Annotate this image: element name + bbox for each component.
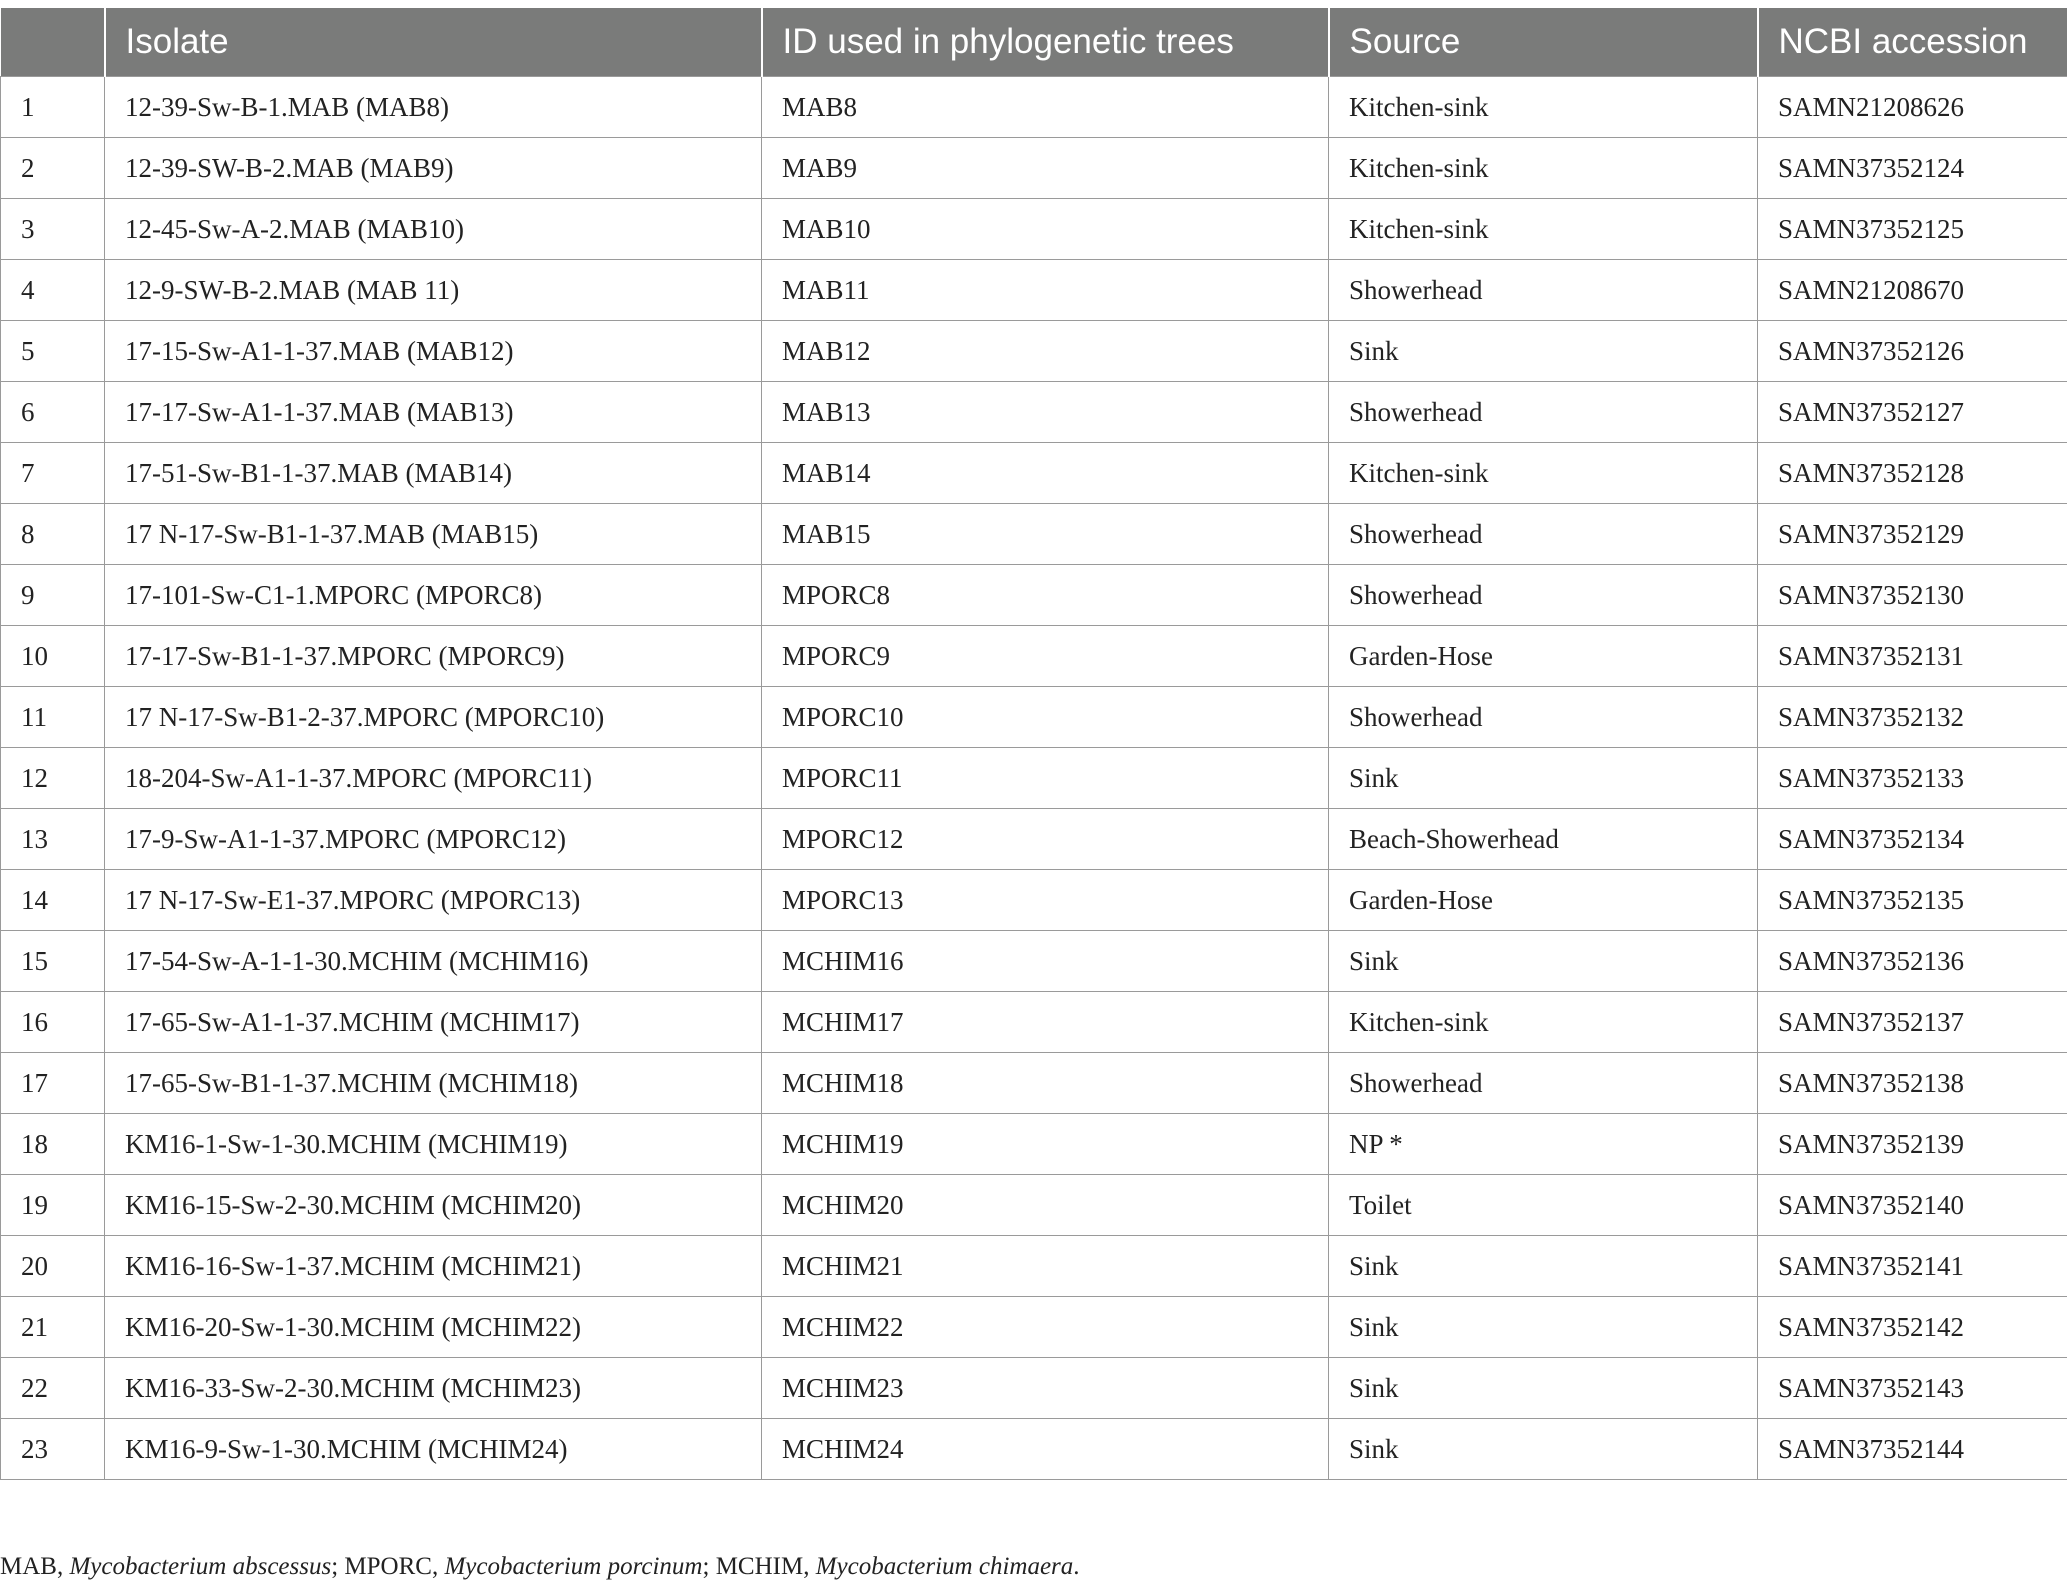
header-ncbi-accession: NCBI accession (1758, 8, 2067, 77)
isolate-cell: 12-45-Sw-A-2.MAB (MAB10) (105, 199, 762, 260)
source-cell: Kitchen-sink (1329, 199, 1758, 260)
source-cell: Showerhead (1329, 504, 1758, 565)
ncbi-accession-cell: SAMN37352133 (1758, 748, 2067, 809)
isolate-cell: 17-51-Sw-B1-1-37.MAB (MAB14) (105, 443, 762, 504)
ncbi-accession-cell: SAMN37352143 (1758, 1358, 2067, 1419)
table-row (1, 687, 2067, 748)
source-cell: Sink (1329, 1297, 1758, 1358)
footnote-text: ; MCHIM, (702, 1553, 816, 1580)
tree-id-cell: MAB10 (762, 199, 1329, 260)
isolate-cell: 17-15-Sw-A1-1-37.MAB (MAB12) (105, 321, 762, 382)
source-cell: Sink (1329, 1358, 1758, 1419)
table-row (1, 565, 2067, 626)
footnote-text: ; MPORC, (331, 1553, 445, 1580)
tree-id-cell: MCHIM21 (762, 1236, 1329, 1297)
tree-id-cell: MCHIM19 (762, 1114, 1329, 1175)
isolate-cell: KM16-9-Sw-1-30.MCHIM (MCHIM24) (105, 1419, 762, 1480)
source-cell: Showerhead (1329, 1053, 1758, 1114)
source-cell: Beach-Showerhead (1329, 809, 1758, 870)
ncbi-accession-cell: SAMN37352134 (1758, 809, 2067, 870)
isolate-cell: 17-9-Sw-A1-1-37.MPORC (MPORC12) (105, 809, 762, 870)
tree-id-cell: MCHIM16 (762, 931, 1329, 992)
header-row (1, 8, 2067, 77)
ncbi-accession-cell: SAMN37352140 (1758, 1175, 2067, 1236)
tree-id-cell: MCHIM24 (762, 1419, 1329, 1480)
ncbi-accession-cell: SAMN37352124 (1758, 138, 2067, 199)
table-row (1, 382, 2067, 443)
isolate-cell: KM16-1-Sw-1-30.MCHIM (MCHIM19) (105, 1114, 762, 1175)
ncbi-accession-cell: SAMN37352139 (1758, 1114, 2067, 1175)
ncbi-accession-cell: SAMN37352138 (1758, 1053, 2067, 1114)
isolate-cell: 17-17-Sw-B1-1-37.MPORC (MPORC9) (105, 626, 762, 687)
row-number-cell: 13 (1, 809, 105, 870)
table-row (1, 1114, 2067, 1175)
row-number-cell: 23 (1, 1419, 105, 1480)
isolate-cell: 17-65-Sw-B1-1-37.MCHIM (MCHIM18) (105, 1053, 762, 1114)
tree-id-cell: MAB15 (762, 504, 1329, 565)
source-cell: Showerhead (1329, 260, 1758, 321)
ncbi-accession-cell: SAMN37352142 (1758, 1297, 2067, 1358)
tree-id-cell: MPORC12 (762, 809, 1329, 870)
table-row (1, 321, 2067, 382)
source-cell: Sink (1329, 931, 1758, 992)
row-number-cell: 3 (1, 199, 105, 260)
tree-id-cell: MAB13 (762, 382, 1329, 443)
isolate-cell: 17 N-17-Sw-E1-37.MPORC (MPORC13) (105, 870, 762, 931)
isolate-cell: 12-9-SW-B-2.MAB (MAB 11) (105, 260, 762, 321)
row-number-cell: 21 (1, 1297, 105, 1358)
isolates-table-container (0, 8, 2067, 1480)
ncbi-accession-cell: SAMN37352128 (1758, 443, 2067, 504)
source-cell: Toilet (1329, 1175, 1758, 1236)
row-number-cell: 11 (1, 687, 105, 748)
row-number-cell: 12 (1, 748, 105, 809)
source-cell: Kitchen-sink (1329, 138, 1758, 199)
ncbi-accession-cell: SAMN37352132 (1758, 687, 2067, 748)
source-cell: Kitchen-sink (1329, 77, 1758, 138)
ncbi-accession-cell: SAMN37352136 (1758, 931, 2067, 992)
row-number-cell: 20 (1, 1236, 105, 1297)
table-row (1, 1297, 2067, 1358)
row-number-cell: 1 (1, 77, 105, 138)
tree-id-cell: MCHIM22 (762, 1297, 1329, 1358)
table-row (1, 1053, 2067, 1114)
ncbi-accession-cell: SAMN37352126 (1758, 321, 2067, 382)
header-isolate: Isolate (105, 8, 762, 77)
isolate-cell: 17-65-Sw-A1-1-37.MCHIM (MCHIM17) (105, 992, 762, 1053)
ncbi-accession-cell: SAMN37352125 (1758, 199, 2067, 260)
row-number-cell: 17 (1, 1053, 105, 1114)
source-cell: Kitchen-sink (1329, 992, 1758, 1053)
row-number-cell: 7 (1, 443, 105, 504)
row-number-cell: 5 (1, 321, 105, 382)
ncbi-accession-cell: SAMN37352130 (1758, 565, 2067, 626)
isolate-cell: KM16-16-Sw-1-37.MCHIM (MCHIM21) (105, 1236, 762, 1297)
row-number-cell: 2 (1, 138, 105, 199)
isolate-cell: 12-39-SW-B-2.MAB (MAB9) (105, 138, 762, 199)
tree-id-cell: MAB8 (762, 77, 1329, 138)
source-cell: Garden-Hose (1329, 626, 1758, 687)
table-row (1, 138, 2067, 199)
isolate-cell: 17 N-17-Sw-B1-1-37.MAB (MAB15) (105, 504, 762, 565)
tree-id-cell: MAB12 (762, 321, 1329, 382)
table-row (1, 870, 2067, 931)
isolate-cell: 18-204-Sw-A1-1-37.MPORC (MPORC11) (105, 748, 762, 809)
table-row (1, 748, 2067, 809)
source-cell: NP * (1329, 1114, 1758, 1175)
row-number-cell: 14 (1, 870, 105, 931)
isolate-cell: 17 N-17-Sw-B1-2-37.MPORC (MPORC10) (105, 687, 762, 748)
tree-id-cell: MPORC13 (762, 870, 1329, 931)
isolate-cell: 17-54-Sw-A-1-1-30.MCHIM (MCHIM16) (105, 931, 762, 992)
table-body (1, 77, 2067, 1480)
row-number-cell: 16 (1, 992, 105, 1053)
header-tree-id: ID used in phylogenetic trees (762, 8, 1329, 77)
source-cell: Garden-Hose (1329, 870, 1758, 931)
table-row (1, 809, 2067, 870)
tree-id-cell: MAB11 (762, 260, 1329, 321)
ncbi-accession-cell: SAMN21208626 (1758, 77, 2067, 138)
ncbi-accession-cell: SAMN37352127 (1758, 382, 2067, 443)
table-row (1, 992, 2067, 1053)
isolate-cell: 17-101-Sw-C1-1.MPORC (MPORC8) (105, 565, 762, 626)
table-header (1, 8, 2067, 77)
source-cell: Kitchen-sink (1329, 443, 1758, 504)
table-row (1, 260, 2067, 321)
tree-id-cell: MCHIM18 (762, 1053, 1329, 1114)
table-row (1, 1175, 2067, 1236)
tree-id-cell: MCHIM20 (762, 1175, 1329, 1236)
ncbi-accession-cell: SAMN37352141 (1758, 1236, 2067, 1297)
ncbi-accession-cell: SAMN21208670 (1758, 260, 2067, 321)
row-number-cell: 8 (1, 504, 105, 565)
table-row (1, 1236, 2067, 1297)
header-source: Source (1329, 8, 1758, 77)
footnote-text: . (1073, 1553, 1080, 1580)
table-row (1, 1358, 2067, 1419)
species-name: Mycobacterium abscessus (69, 1553, 332, 1580)
source-cell: Sink (1329, 321, 1758, 382)
header-row-number (1, 8, 105, 77)
table-footnote (0, 1553, 1080, 1581)
isolate-cell: KM16-15-Sw-2-30.MCHIM (MCHIM20) (105, 1175, 762, 1236)
ncbi-accession-cell: SAMN37352137 (1758, 992, 2067, 1053)
source-cell: Sink (1329, 1236, 1758, 1297)
tree-id-cell: MAB9 (762, 138, 1329, 199)
row-number-cell: 10 (1, 626, 105, 687)
source-cell: Showerhead (1329, 687, 1758, 748)
isolate-cell: KM16-33-Sw-2-30.MCHIM (MCHIM23) (105, 1358, 762, 1419)
row-number-cell: 22 (1, 1358, 105, 1419)
tree-id-cell: MPORC8 (762, 565, 1329, 626)
row-number-cell: 9 (1, 565, 105, 626)
tree-id-cell: MAB14 (762, 443, 1329, 504)
tree-id-cell: MPORC11 (762, 748, 1329, 809)
tree-id-cell: MCHIM17 (762, 992, 1329, 1053)
row-number-cell: 19 (1, 1175, 105, 1236)
isolate-cell: KM16-20-Sw-1-30.MCHIM (MCHIM22) (105, 1297, 762, 1358)
tree-id-cell: MCHIM23 (762, 1358, 1329, 1419)
table-row (1, 626, 2067, 687)
table-row (1, 443, 2067, 504)
table-row (1, 931, 2067, 992)
species-name: Mycobacterium porcinum (444, 1553, 703, 1580)
source-cell: Sink (1329, 1419, 1758, 1480)
source-cell: Showerhead (1329, 382, 1758, 443)
footnote-text: MAB, (0, 1553, 70, 1580)
ncbi-accession-cell: SAMN37352144 (1758, 1419, 2067, 1480)
table-row (1, 1419, 2067, 1480)
table-row (1, 199, 2067, 260)
ncbi-accession-cell: SAMN37352131 (1758, 626, 2067, 687)
tree-id-cell: MPORC9 (762, 626, 1329, 687)
isolate-cell: 12-39-Sw-B-1.MAB (MAB8) (105, 77, 762, 138)
isolate-cell: 17-17-Sw-A1-1-37.MAB (MAB13) (105, 382, 762, 443)
isolates-table (0, 8, 2067, 1480)
tree-id-cell: MPORC10 (762, 687, 1329, 748)
source-cell: Sink (1329, 748, 1758, 809)
row-number-cell: 18 (1, 1114, 105, 1175)
table-row (1, 504, 2067, 565)
source-cell: Showerhead (1329, 565, 1758, 626)
row-number-cell: 6 (1, 382, 105, 443)
species-name: Mycobacterium chimaera (815, 1553, 1074, 1580)
ncbi-accession-cell: SAMN37352135 (1758, 870, 2067, 931)
row-number-cell: 15 (1, 931, 105, 992)
row-number-cell: 4 (1, 260, 105, 321)
ncbi-accession-cell: SAMN37352129 (1758, 504, 2067, 565)
table-row (1, 77, 2067, 138)
